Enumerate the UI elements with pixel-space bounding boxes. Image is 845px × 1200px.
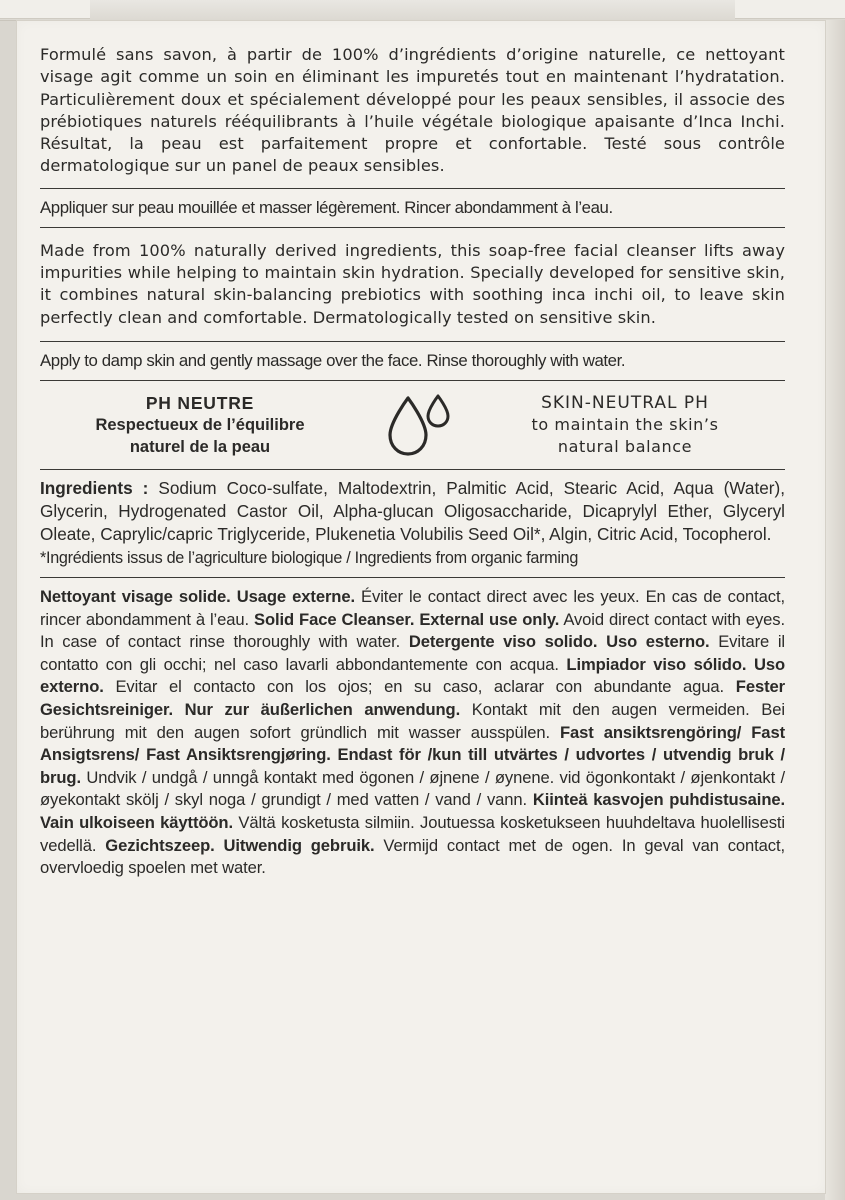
warning-nordic-text: Undvik / undgå / unngå kontakt med ögonen / øjnene / øynene. vid ögonkontakt / øjenkontakt / øyekontakt skölj / skyl noga / grundigt / med vatten / vand / vann. bbox=[40, 767, 785, 810]
box-side-edge bbox=[825, 20, 845, 1200]
french-description: Formulé sans savon, à partir de 100% d’ingrédients d’origine naturelle, ce nettoyant visage agit comme un soin en éliminant les impuretés tout en maintenant l’hydratation. Particulièrement doux et spécialement développé pour les peaux sensibles, il associe des prébiotiques naturels rééquilibrants à l’huile végétale biologique apaisante d’Inca Inchi. Résultat, la peau est parfaitement propre et confortable. Testé sous contrôle dermatologique sur un panel de peaux sensibles. bbox=[40, 45, 785, 176]
ingredients-text: Sodium Coco-sulfate, Maltodextrin, Palmitic Acid, Stearic Acid, Aqua (Water), Glycerin, Hydrogenated Castor Oil, Alpha-glucan Oligosaccharide, Dicaprylyl Ether, Glyceryl Oleate, Caprylic/capric Triglyceride, Plukenetia Volubilis Seed Oil*, Algin, Citric Acid, Tocopherol. bbox=[40, 477, 786, 544]
warning-it-text: Evitare il contatto con gli occhi; nel caso lavarli abbondantemente con acqua. bbox=[40, 632, 786, 674]
organic-note: *Ingrédients issus de l’agriculture biologique / Ingredients from organic farming bbox=[40, 548, 579, 567]
ph-french-line2: naturel de la peau bbox=[129, 437, 271, 456]
ph-french-title: PH NEUTRE bbox=[145, 392, 255, 413]
ph-english-line2: natural balance bbox=[557, 436, 693, 456]
warning-it-bold: Detergente viso solido. Uso esterno. bbox=[408, 632, 710, 652]
warning-es-text: Evitar el contacto con los ojos; en su caso, aclarar con abundante agua. bbox=[103, 677, 736, 697]
ph-english-block bbox=[480, 392, 770, 458]
ph-french-block bbox=[40, 392, 360, 458]
warning-fi-text: Vältä kosketusta silmiin. Joutuessa kosketukseen huuhdeltava huolellisesti vedellä. bbox=[40, 812, 785, 855]
warning-fi-bold: Kiinteä kasvojen puhdistusaine. Vain ulkoiseen käyttöön. bbox=[40, 790, 785, 832]
warnings-text bbox=[40, 578, 785, 880]
warning-fr-bold: Nettoyant visage solide. Usage externe. bbox=[40, 586, 355, 606]
warning-en-text: Avoid direct contact with eyes. In case of contact rinse thoroughly with water. bbox=[40, 609, 785, 652]
ingredients-label: Ingredients : bbox=[40, 477, 149, 498]
box-flap-left bbox=[0, 0, 90, 19]
warning-de-bold: Fester Gesichtsreiniger. Nur zur äußerlichen anwendung. bbox=[40, 677, 785, 719]
warning-de-text: Kontakt mit den augen vermeiden. Bei berührung mit den augen sofort gründlich mit wasser ausspülen. bbox=[40, 699, 785, 742]
ph-neutral-section bbox=[40, 381, 785, 469]
english-usage: Apply to damp skin and gently massage over the face. Rinse thoroughly with water. bbox=[40, 350, 626, 370]
box-flap-right bbox=[735, 0, 845, 19]
warning-en-bold: Solid Face Cleanser. External use only. bbox=[254, 609, 560, 629]
french-usage: Appliquer sur peau mouillée et masser légèrement. Rincer abondamment à l’eau. bbox=[40, 197, 613, 217]
box-top-flap bbox=[0, 0, 845, 21]
ph-english-title: SKIN-NEUTRAL PH bbox=[541, 392, 709, 413]
warning-nl-bold: Gezichtszeep. Uitwendig gebruik. bbox=[105, 835, 375, 855]
ingredients-list bbox=[40, 470, 785, 546]
warning-nl-text: Vermijd contact met de ogen. In geval van contact, overvloedig spoelen met water. bbox=[40, 835, 786, 878]
warning-nordic-bold: Fast ansiktsrengöring/ Fast Ansigtsrens/ Fast Ansiktsrengjøring. Endast för /kun till utvärtes / udvortes / utvendig bruk / brug. bbox=[40, 722, 785, 787]
english-description: Made from 100% naturally derived ingredients, this soap-free facial cleanser lifts away impurities while helping to maintain skin hydration. Specially developed for sensitive skin, it combines natural skin-balancing prebiotics with soothing inca inchi oil, to leave skin perfectly clean and comfortable. Dermatologically tested on sensitive skin. bbox=[40, 240, 785, 327]
warning-fr-text: Éviter le contact direct avec les yeux. En cas de contact, rincer abondamment à l’eau. bbox=[40, 586, 785, 629]
ph-english-line1: to maintain the skin’s bbox=[531, 414, 719, 434]
ph-french-line1: Respectueux de l’équilibre bbox=[95, 415, 305, 434]
water-drops-icon bbox=[360, 392, 480, 458]
warning-es-bold: Limpiador viso sólido. Uso externo. bbox=[40, 654, 785, 697]
label-content bbox=[40, 44, 785, 880]
